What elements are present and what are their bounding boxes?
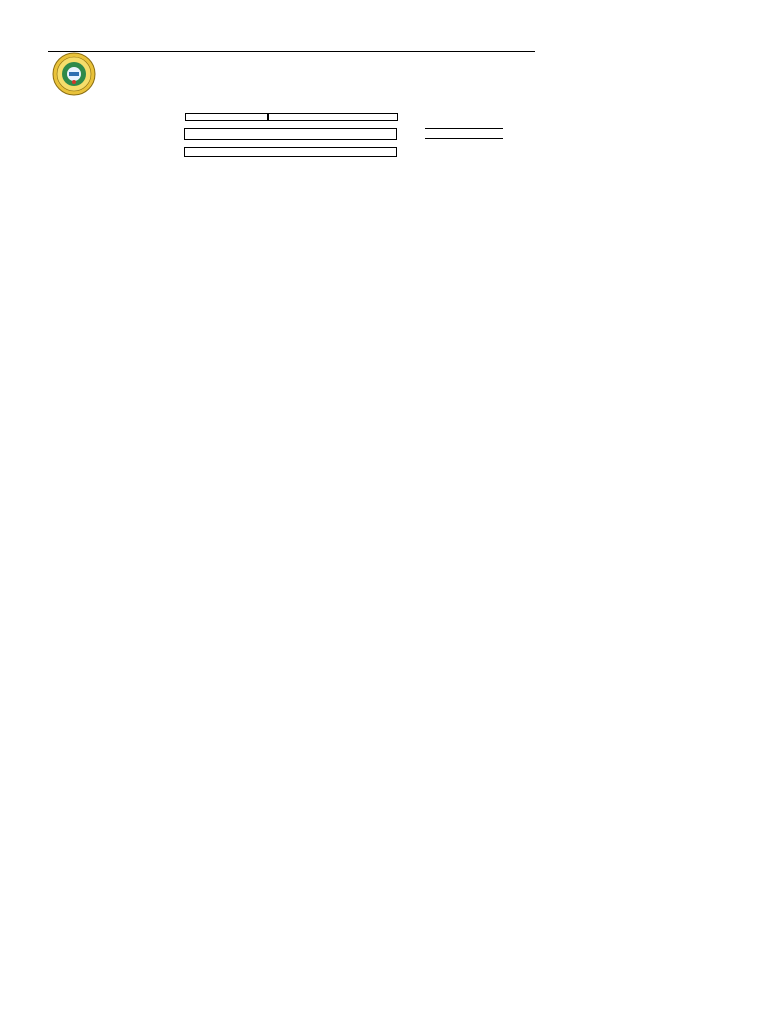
top-rule — [48, 51, 535, 52]
employer-name-box — [184, 128, 397, 140]
tax-office-name-box — [268, 113, 398, 121]
gra-logo-icon — [52, 52, 96, 96]
tax-office-code-box — [185, 113, 268, 121]
period-box — [425, 128, 503, 139]
tin-box — [184, 147, 397, 157]
